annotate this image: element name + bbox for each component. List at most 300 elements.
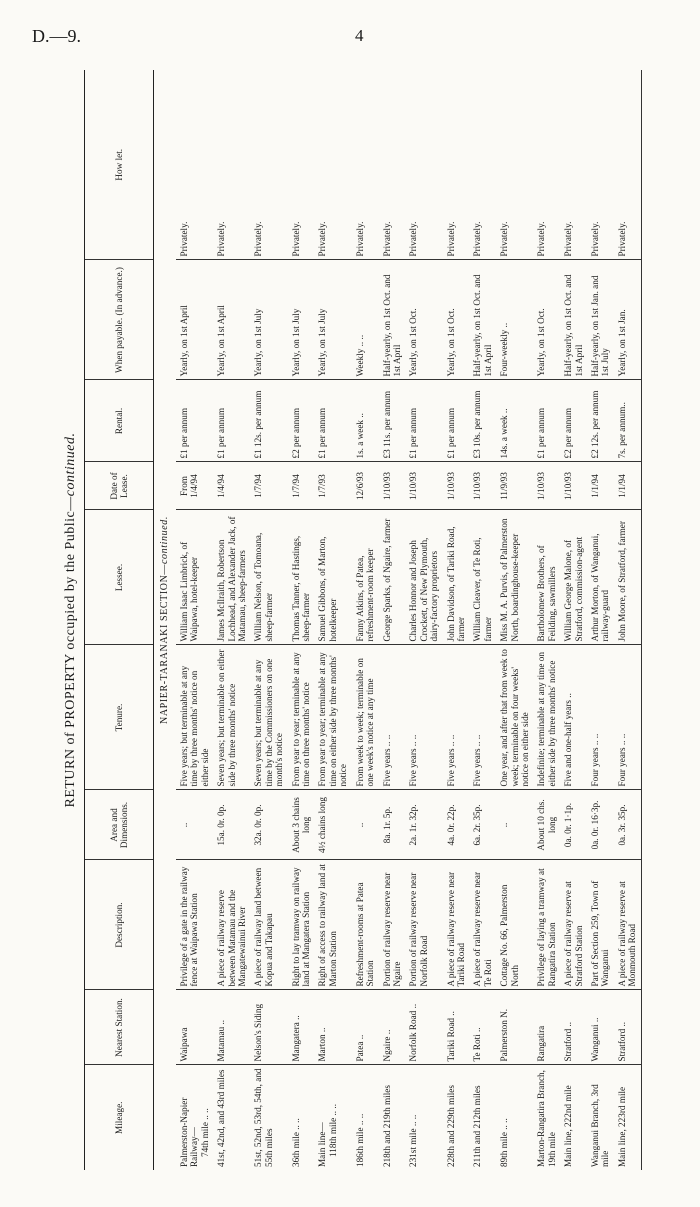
howlet-text: Privately. [290, 221, 301, 257]
cell-mileage [288, 1065, 315, 1170]
mileage-text: 211th and 212th miles [472, 1085, 483, 1167]
cell-station [288, 990, 315, 1065]
cell-mileage [213, 1065, 250, 1170]
cell-area [587, 790, 614, 860]
cell-area [405, 790, 442, 860]
property-table [84, 70, 642, 1170]
cell-tenure [469, 645, 496, 790]
payable-text: Yearly, on 1st July [253, 308, 264, 377]
tenure-text: Indefinite; terminable at any time on either side by three months' notice [536, 652, 557, 787]
rental-text: £1 per annum [317, 407, 328, 459]
cell-station [443, 990, 470, 1065]
lessee-text: John Davidson, of Tariki Road, farmer [445, 526, 466, 642]
cell-description [288, 860, 315, 990]
station-text: Nelson's Siding [253, 1003, 264, 1062]
cell-lessee [250, 510, 287, 645]
table-row [379, 70, 406, 1170]
title-main: RETURN of PROPERTY occupied by the Public— [63, 496, 78, 808]
cell-area [443, 790, 470, 860]
rental-text: 14s. a week .. [499, 408, 510, 459]
cell-mileage [443, 1065, 470, 1170]
payable-text: Yearly, on 1st July [290, 308, 301, 377]
table-row [443, 70, 470, 1170]
cell-description [533, 860, 560, 990]
tenure-text: Five years .. .. [381, 734, 392, 787]
area-text: .. [179, 822, 189, 828]
description-text: Right of access to railway land at Marton Station [317, 864, 338, 987]
cell-tenure [288, 645, 315, 790]
mileage-text: 231st mile .. .. [408, 1114, 419, 1167]
cell-lessee [314, 510, 351, 645]
station-text: Waipawa [179, 1027, 189, 1062]
cell-area [288, 790, 315, 860]
cell-description [352, 860, 379, 990]
area-text: .. [499, 822, 510, 828]
cell-area [560, 790, 587, 860]
cell-description [560, 860, 587, 990]
cell-howlet [314, 70, 351, 260]
cell-mileage [176, 1065, 213, 1170]
cell-howlet [176, 70, 213, 260]
howlet-text: Privately. [381, 221, 392, 257]
area-text: .. [354, 822, 365, 828]
cell-date [314, 462, 351, 510]
tenure-text: From year to year; terminable at any time on either side by three months' notice [317, 652, 349, 787]
rental-text: £1 per annum [216, 407, 227, 459]
cell-payable [176, 260, 213, 380]
howlet-text: Privately. [317, 221, 328, 257]
cell-description [496, 860, 533, 990]
cell-rental [587, 380, 614, 462]
cell-date [560, 462, 587, 510]
mileage-sub-text: 118th mile .. .. [327, 1104, 338, 1157]
cell-description [213, 860, 250, 990]
cell-rental [443, 380, 470, 462]
cell-payable [379, 260, 406, 380]
cell-tenure [213, 645, 250, 790]
cell-payable [250, 260, 287, 380]
payable-text: Weekly .. .. [354, 334, 365, 377]
header-rental: Rental. [85, 380, 154, 462]
cell-station [379, 990, 406, 1065]
cell-rental [314, 380, 351, 462]
rental-text: 7s. per annum.. [616, 402, 627, 459]
cell-payable [496, 260, 533, 380]
cell-howlet [533, 70, 560, 260]
lessee-text: Bartholomew Brothers, of Feilding, sawmillers [536, 545, 557, 642]
cell-lessee [496, 510, 533, 645]
description-text: Privilege of laying a tramway at Rangatira Station [536, 868, 557, 987]
cell-tenure [443, 645, 470, 790]
cell-payable [469, 260, 496, 380]
header-area: Area and Dimensions. [85, 790, 154, 860]
mileage-text: 89th mile .. .. [499, 1118, 510, 1167]
table-row [587, 70, 614, 1170]
cell-payable [443, 260, 470, 380]
payable-text: Four-weekly .. [499, 322, 510, 377]
cell-howlet [405, 70, 442, 260]
cell-rental [288, 380, 315, 462]
cell-howlet [614, 70, 641, 260]
cell-mileage [614, 1065, 641, 1170]
cell-description [587, 860, 614, 990]
station-text: Stratford .. [563, 1021, 574, 1062]
date-text: 1/10/93 [536, 471, 547, 501]
page-code: D.—9. [32, 26, 81, 46]
cell-howlet [213, 70, 250, 260]
howlet-text: Privately. [179, 221, 189, 257]
table-row [352, 70, 379, 1170]
tenure-text: Five years; but terminable at any time by three months' notice on either side [179, 665, 210, 787]
cell-description [443, 860, 470, 990]
date-text: From 1/4/94 [179, 474, 200, 498]
station-text: Te Roti .. [472, 1027, 483, 1062]
cell-mileage [250, 1065, 287, 1170]
howlet-text: Privately. [590, 221, 600, 257]
mileage-text: 36th mile .. .. [290, 1118, 301, 1167]
cell-station [469, 990, 496, 1065]
howlet-text: Privately. [354, 221, 365, 257]
lessee-text: Arthur Morton, of Wanganui, railway-guard [590, 533, 611, 642]
table-row [405, 70, 442, 1170]
cell-area [614, 790, 641, 860]
description-text: A piece of railway reserve near Tariki Road [445, 871, 466, 987]
cell-tenure [533, 645, 560, 790]
cell-lessee [379, 510, 406, 645]
cell-station [405, 990, 442, 1065]
mileage-text: Marton-Rangatira Branch, 19th mile [536, 1070, 557, 1167]
cell-payable [533, 260, 560, 380]
cell-payable [614, 260, 641, 380]
cell-howlet [443, 70, 470, 260]
howlet-text: Privately. [253, 221, 264, 257]
cell-rental [469, 380, 496, 462]
lessee-text: Samuel Gibbons, of Marton, hotelkeeper [317, 536, 338, 642]
description-text: A piece of railway land between Kopua and Takapau [253, 867, 274, 987]
table-row [469, 70, 496, 1170]
mileage-text: Main line, 222nd mile [563, 1085, 574, 1167]
table-row [533, 70, 560, 1170]
area-text: 15a. 0r. 0p. [216, 804, 227, 846]
cell-area [213, 790, 250, 860]
cell-lessee [443, 510, 470, 645]
area-text: 0a. 3r. 35p. [616, 804, 627, 846]
cell-howlet [496, 70, 533, 260]
cell-area [496, 790, 533, 860]
station-text: Patea .. [354, 1034, 365, 1062]
section-heading [154, 70, 177, 1170]
tenure-text: Seven years; but terminable on either side by three months' notice [216, 649, 237, 787]
mileage-sub-text: 74th mile .. .. [199, 1108, 210, 1157]
cell-date [288, 462, 315, 510]
date-text: 1/10/93 [563, 471, 574, 501]
cell-lessee [533, 510, 560, 645]
cell-mileage [405, 1065, 442, 1170]
header-date: Date of Lease. [85, 462, 154, 510]
tenure-text: From week to week; terminable on one week's notice at any time [354, 658, 376, 787]
mileage-text: Wanganui Branch, 3rd mile [590, 1084, 611, 1167]
rental-text: £2 per annum [563, 407, 574, 459]
cell-area [379, 790, 406, 860]
date-text: 1/10/93 [381, 471, 392, 501]
table-body [154, 70, 642, 1170]
date-text: 1/10/93 [408, 471, 419, 501]
cell-howlet [288, 70, 315, 260]
howlet-text: Privately. [408, 221, 419, 257]
cell-tenure [614, 645, 641, 790]
table-row [496, 70, 533, 1170]
cell-rental [614, 380, 641, 462]
tenure-text: Five years .. .. [408, 734, 419, 787]
rental-text: £1 12s. per annum [253, 390, 264, 459]
table-row [614, 70, 641, 1170]
tenure-text: Four years .. .. [616, 733, 627, 787]
cell-rental [352, 380, 379, 462]
cell-tenure [379, 645, 406, 790]
cell-rental [379, 380, 406, 462]
lessee-text: Thomas Tanner, of Hastings, sheep-farmer [290, 535, 312, 642]
lessee-text: William Nelson, of Tomoana, sheep-farmer [253, 532, 274, 642]
cell-payable [352, 260, 379, 380]
area-text: 4½ chains long [317, 797, 328, 853]
mileage-text: 41st, 42nd, and 43rd miles [216, 1069, 227, 1167]
area-text: 0a. 0r. 1·1p. [563, 802, 574, 848]
cell-howlet [587, 70, 614, 260]
cell-payable [405, 260, 442, 380]
cell-date [352, 462, 379, 510]
cell-description [176, 860, 213, 990]
description-text: Portion of railway reserve near Ngaire [381, 872, 402, 987]
section-continued: continued. [159, 516, 170, 564]
table-row [213, 70, 250, 1170]
cell-lessee [614, 510, 641, 645]
mileage-text: 186th mile .. .. [354, 1113, 365, 1167]
description-text: Part of Section 259, Town of Wanganui [590, 880, 611, 987]
rental-text: £3 10s. per annum [472, 390, 483, 459]
lessee-text: Fanny Atkins, of Patea, refreshment-room keeper [354, 548, 376, 642]
station-text: Matamau .. [216, 1019, 227, 1062]
lessee-text: John Moore, of Stratford, farmer [616, 521, 627, 642]
payable-text: Yearly, on 1st Oct. [536, 308, 547, 377]
section-name: NAPIER-TARANAKI SECTION— [159, 563, 170, 724]
cell-station [496, 990, 533, 1065]
table-row [250, 70, 287, 1170]
mileage-text: Palmerston-Napier Railway— [179, 1097, 200, 1167]
cell-payable [587, 260, 614, 380]
payable-text: Yearly, on 1st April [216, 305, 227, 377]
cell-area [469, 790, 496, 860]
cell-tenure [560, 645, 587, 790]
cell-area [176, 790, 213, 860]
cell-payable [288, 260, 315, 380]
description-text: A piece of railway reserve near Te Roti [472, 871, 493, 987]
cell-rental [560, 380, 587, 462]
cell-date [469, 462, 496, 510]
cell-tenure [352, 645, 379, 790]
cell-tenure [496, 645, 533, 790]
mileage-text: 218th and 219th miles [381, 1085, 392, 1167]
lessee-text: William George Malone, of Stratford, commission-agent [563, 536, 584, 642]
cell-description [614, 860, 641, 990]
date-text: 1/1/94 [590, 474, 600, 498]
description-text: Privilege of a gate in the railway fence at Waipawa Station [179, 866, 200, 987]
date-text: 1/10/93 [472, 471, 483, 501]
area-text: 32a. 0r. 0p. [253, 804, 264, 846]
tenure-text: Five and one-half years .. [563, 693, 574, 787]
rental-text: £2 per annum [290, 407, 301, 459]
rental-text: £1 per annum [536, 407, 547, 459]
description-text: Refreshment-rooms at Patea Station [354, 882, 376, 987]
cell-station [213, 990, 250, 1065]
area-text: 8a. 1r. 5p. [381, 806, 392, 844]
tenure-text: Five years .. .. [445, 734, 456, 787]
payable-text: Yearly, on 1st Jan. [616, 309, 627, 377]
cell-mileage [352, 1065, 379, 1170]
cell-station [614, 990, 641, 1065]
howlet-text: Privately. [616, 221, 627, 257]
howlet-text: Privately. [563, 221, 574, 257]
cell-rental [250, 380, 287, 462]
area-text: About 10 chs. long [536, 799, 557, 851]
mileage-text: Main line— [317, 1122, 328, 1167]
cell-description [405, 860, 442, 990]
cell-date [405, 462, 442, 510]
cell-rental [405, 380, 442, 462]
cell-area [250, 790, 287, 860]
description-text: A piece of railway reserve at Stratford Station [563, 881, 584, 987]
area-text: 2a. 1r. 32p. [408, 804, 419, 846]
tenure-text: Seven years; but terminable at any time by the Commissioners on one month's notice [253, 658, 285, 787]
mileage-text: 51st, 52nd, 53rd, 54th, and 55th miles [253, 1068, 274, 1167]
station-text: Wanganui .. [590, 1017, 600, 1062]
payable-text: Yearly, on 1st Oct. [445, 308, 456, 377]
table-row [314, 70, 351, 1170]
payable-text: Half-yearly, on 1st Jan. and 1st July [590, 275, 611, 377]
cell-station [314, 990, 351, 1065]
cell-howlet [250, 70, 287, 260]
cell-rental [176, 380, 213, 462]
station-text: Stratford .. [616, 1021, 627, 1062]
header-station: Nearest Station. [85, 990, 154, 1065]
header-lessee: Lessee. [85, 510, 154, 645]
lessee-text: George Sparks, of Ngaire, farmer [381, 518, 392, 642]
station-text: Tariki Road .. [445, 1011, 456, 1062]
cell-mileage [496, 1065, 533, 1170]
cell-mileage [533, 1065, 560, 1170]
lessee-text: William Cleaver, of Te Roti, farmer [472, 537, 493, 642]
cell-tenure [314, 645, 351, 790]
date-text: 1/7/94 [253, 474, 264, 498]
cell-mileage [379, 1065, 406, 1170]
header-description: Description. [85, 860, 154, 990]
date-text: 1/7/94 [290, 474, 301, 498]
table-row [288, 70, 315, 1170]
cell-station [533, 990, 560, 1065]
cell-mileage [587, 1065, 614, 1170]
cell-mileage [314, 1065, 351, 1170]
cell-date [587, 462, 614, 510]
cell-description [250, 860, 287, 990]
station-text: Norfolk Road .. [408, 1003, 419, 1062]
cell-howlet [469, 70, 496, 260]
cell-date [250, 462, 287, 510]
area-text: About 3 chains long [290, 797, 312, 853]
rental-text: 1s. a week .. [354, 413, 365, 459]
date-text: 12/6/93 [354, 471, 365, 501]
howlet-text: Privately. [536, 221, 547, 257]
cell-lessee [176, 510, 213, 645]
cell-station [560, 990, 587, 1065]
date-text: 1/10/93 [445, 471, 456, 501]
payable-text: Yearly, on 1st Oct. [408, 308, 419, 377]
cell-lessee [352, 510, 379, 645]
cell-tenure [587, 645, 614, 790]
mileage-text: 228th and 229th miles [445, 1085, 456, 1167]
payable-text: Yearly, on 1st April [179, 305, 189, 377]
cell-payable [560, 260, 587, 380]
cell-description [314, 860, 351, 990]
description-text: A piece of railway reserve between Matamau and the Mangatewainui River [216, 889, 248, 987]
cell-mileage [560, 1065, 587, 1170]
description-text: Cottage No. 66, Palmerston North [499, 884, 520, 987]
cell-rental [533, 380, 560, 462]
cell-lessee [469, 510, 496, 645]
cell-lessee [288, 510, 315, 645]
cell-mileage [469, 1065, 496, 1170]
cell-payable [213, 260, 250, 380]
table-row [176, 70, 213, 1170]
payable-text: Yearly, on 1st July [317, 308, 328, 377]
payable-text: Half-yearly, on 1st Oct. and 1st April [563, 274, 584, 377]
cell-area [314, 790, 351, 860]
cell-description [379, 860, 406, 990]
header-mileage: Mileage. [85, 1065, 154, 1170]
header-tenure: Tenure. [85, 645, 154, 790]
cell-lessee [405, 510, 442, 645]
howlet-text: Privately. [499, 221, 510, 257]
station-text: Ngaire .. [381, 1029, 392, 1062]
payable-text: Half-yearly, on 1st Oct. and 1st April [381, 274, 402, 377]
tenure-text: Five years .. .. [472, 734, 483, 787]
rental-text: £2 12s. per annum [590, 390, 600, 459]
header-howlet: How let. [85, 70, 154, 260]
station-text: Marton .. [317, 1027, 328, 1062]
section-row [154, 70, 177, 1170]
date-text: 1/1/94 [616, 474, 627, 498]
description-text: A piece of railway reserve at Monmouth Road [616, 881, 638, 987]
date-text: 1/7/93 [317, 474, 328, 498]
header-payable: When payable. (In advance.) [85, 260, 154, 380]
cell-date [496, 462, 533, 510]
date-text: 1/4/94 [216, 474, 227, 498]
cell-date [176, 462, 213, 510]
tenure-text: Four years .. .. [590, 733, 600, 787]
date-text: 11/9/93 [499, 472, 510, 500]
lessee-text: William Isaac Limbrick, of Waipawa, hotel-keeper [179, 541, 200, 642]
cell-date [379, 462, 406, 510]
cell-tenure [250, 645, 287, 790]
cell-howlet [560, 70, 587, 260]
cell-tenure [405, 645, 442, 790]
lessee-text: Miss M. A. Purvis, of Palmerston North, boardinghouse-keeper [499, 518, 520, 642]
mileage-text: Main line, 223rd mile [616, 1086, 627, 1167]
rental-text: £1 per annum [408, 407, 419, 459]
tenure-text: One year, and after that from week to week; terminable on four weeks' notice on either side [499, 649, 530, 787]
cell-rental [213, 380, 250, 462]
howlet-text: Privately. [445, 221, 456, 257]
cell-station [352, 990, 379, 1065]
lessee-text: Charles Honnor and Joseph Crockett, of New Plymouth, dairy-factory proprietors [408, 537, 440, 642]
